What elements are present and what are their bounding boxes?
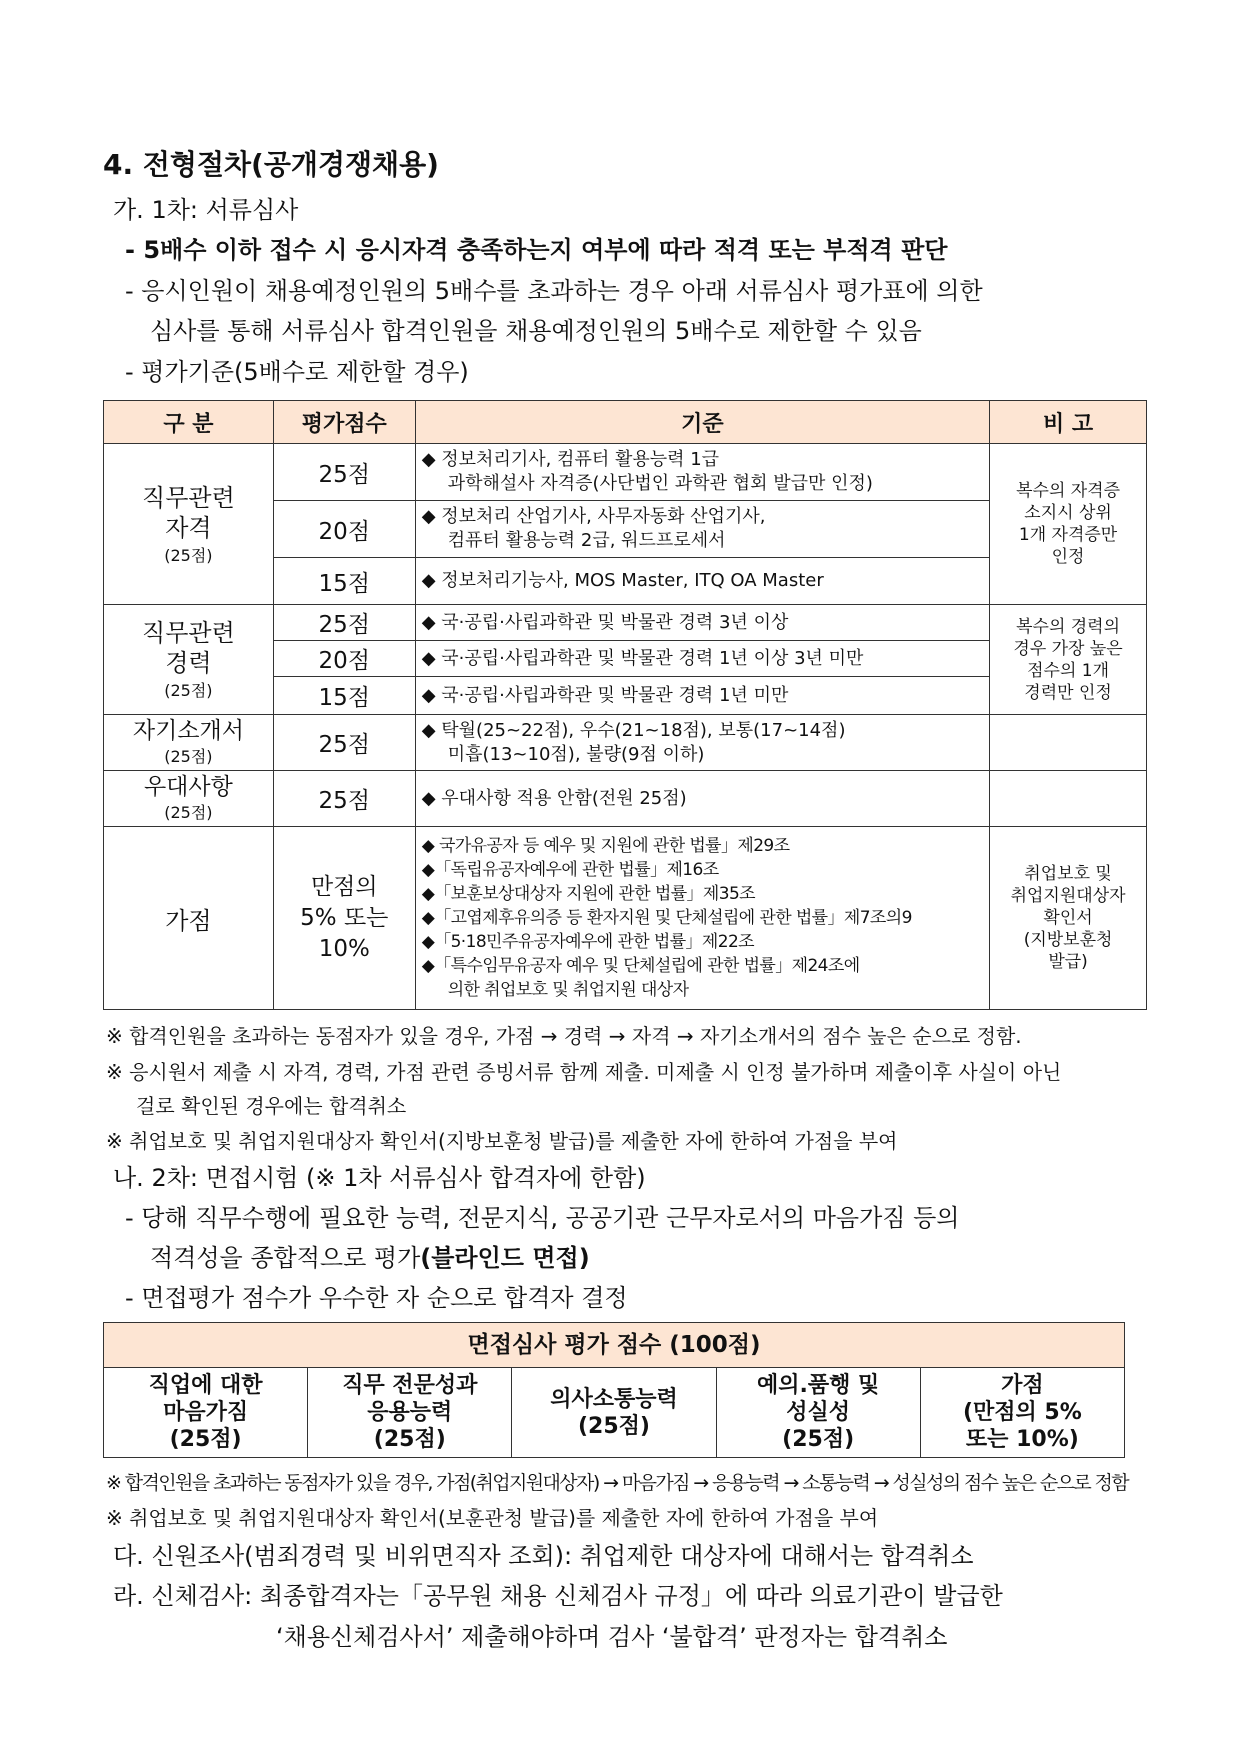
cert-remark-line: 복수의 자격증 xyxy=(1016,481,1121,501)
bonus-score-line: 만점의 xyxy=(310,873,378,900)
intro-max: (25점) xyxy=(164,747,213,766)
cert-criteria-2 xyxy=(415,501,989,558)
career-remark-line: 복수의 경력의 xyxy=(1016,616,1121,637)
note-tie-rule-2: ※ 합격인원을 초과하는 동점자가 있을 경우, 가점(취업지원대상자) → 마음가짐 → 응용능력 → 소통능력 → 성실성의 점수 높은 순으로 정함 xyxy=(106,1472,1129,1494)
bonus-criteria-line: ◆ 국가유공자 등 예우 및 지원에 관한 법률」제29조 xyxy=(421,836,790,856)
interview-col-line: (25점) xyxy=(373,1427,446,1452)
bonus-remark-line: 발급) xyxy=(1048,952,1088,972)
intro-remark xyxy=(990,715,1147,771)
intro-name: 자기소개서 xyxy=(132,718,244,744)
section-title: 4. 전형절차(공개경쟁채용) xyxy=(103,148,439,181)
intro-criteria xyxy=(415,715,989,771)
cert-name-1: 직무관련 xyxy=(142,483,235,512)
cert-criteria-3: ◆ 정보처리기능사, MOS Master, ITQ OA Master xyxy=(415,558,989,605)
intro-criteria-line2: 미흡(13~10점), 불량(9점 이하) xyxy=(447,743,705,765)
step1-bullet-3: - 평가기준(5배수로 제한할 경우) xyxy=(125,358,469,386)
bonus-criteria-line: ◆「고엽제후유의증 등 환자지원 및 단체설립에 관한 법률」제7조의9 xyxy=(421,908,912,928)
career-remark-line: 경우 가장 높은 xyxy=(1013,638,1123,659)
interview-col-line: 성실성 xyxy=(786,1400,851,1425)
bonus-criteria xyxy=(415,827,989,1010)
step2-bullet-1-line1: - 당해 직무수행에 필요한 능력, 전문지식, 공공기관 근무자로서의 마음가짐 등의 xyxy=(125,1204,960,1232)
note-documents-line2: 걸로 확인된 경우에는 합격취소 xyxy=(136,1094,407,1118)
interview-col-line: (25점) xyxy=(577,1413,650,1439)
cert-score-2: 20점 xyxy=(273,501,415,558)
interview-col-bonus xyxy=(920,1368,1124,1458)
header-criteria: 기준 xyxy=(415,401,989,444)
header-category: 구 분 xyxy=(104,401,274,444)
interview-table-title: 면접심사 평가 점수 (100점) xyxy=(104,1323,1125,1368)
note-documents-line1: ※ 응시원서 제출 시 자격, 경력, 가점 관련 증빙서류 함께 제출. 미제출 시 인정 불가하며 제출이후 사실이 아닌 xyxy=(106,1060,1062,1084)
step4-line1: 라. 신체검사: 최종합격자는「공무원 채용 신체검사 규정」에 따라 의료기관이 발급한 xyxy=(113,1582,1003,1610)
career-remark-line: 점수의 1개 xyxy=(1027,660,1110,681)
interview-col-line: (25점) xyxy=(782,1427,855,1452)
step1-bullet-2-line1: - 응시인원이 채용예정인원의 5배수를 초과하는 경우 아래 서류심사 평가표에 의한 xyxy=(125,277,983,305)
cert-remark xyxy=(990,444,1147,605)
pref-max: (25점) xyxy=(164,803,213,822)
interview-col-expertise xyxy=(308,1368,512,1458)
career-max: (25점) xyxy=(164,681,213,700)
interview-col-line: 예의.품행 및 xyxy=(757,1373,880,1398)
career-remark-line: 경력만 인정 xyxy=(1024,682,1112,703)
bonus-score-line: 10% xyxy=(318,935,370,962)
interview-col-line: 의사소통능력 xyxy=(550,1386,678,1412)
career-criteria-1: ◆ 국·공립·사립과학관 및 박물관 경력 3년 이상 xyxy=(415,605,989,641)
bonus-remark-line: 확인서 xyxy=(1043,908,1093,928)
step4-line2: ‘채용신체검사서’ 제출해야하며 검사 ‘불합격’ 판정자는 합격취소 xyxy=(276,1623,948,1651)
step1-bullet-2-line2: 심사를 통해 서류심사 합격인원을 채용예정인원의 5배수로 제한할 수 있음 xyxy=(150,317,922,345)
interview-col-line: 가점 xyxy=(1001,1373,1044,1398)
cert-score-3: 15점 xyxy=(273,558,415,605)
interview-col-line: (만점의 5% xyxy=(962,1400,1082,1425)
interview-col-attitude xyxy=(104,1368,308,1458)
intro-criteria-line1: ◆ 탁월(25~22점), 우수(21~18점), 보통(17~14점) xyxy=(421,719,846,741)
bonus-category: 가점 xyxy=(104,827,274,1010)
bonus-criteria-line: ◆「특수임무유공자 예우 및 단체설립에 관한 법률」제24조에 xyxy=(421,956,860,976)
cert-criteria-1-line1: ◆ 정보처리기사, 컴퓨터 활용능력 1급 xyxy=(421,449,720,470)
career-criteria-3: ◆ 국·공립·사립과학관 및 박물관 경력 1년 미만 xyxy=(415,677,989,715)
interview-score-table xyxy=(103,1322,1125,1458)
step2-heading: 나. 2차: 면접시험 (※ 1차 서류심사 합격자에 한함) xyxy=(113,1164,646,1192)
cert-name-2: 자격 xyxy=(165,513,212,542)
interview-col-line: 또는 10%) xyxy=(965,1427,1079,1452)
cert-criteria-1-line2: 과학해설사 자격증(사단법인 과학관 협회 발급만 인정) xyxy=(447,473,873,494)
cert-criteria-2-line1: ◆ 정보처리 산업기사, 사무자동화 산업기사, xyxy=(421,506,766,527)
cert-remark-line: 인정 xyxy=(1051,547,1085,567)
cert-criteria-1 xyxy=(415,444,989,501)
step2-bullet-1-line2 xyxy=(150,1238,590,1273)
intro-score: 25점 xyxy=(273,715,415,771)
bonus-remark-line: 취업지원대상자 xyxy=(1010,886,1126,906)
career-criteria-2: ◆ 국·공립·사립과학관 및 박물관 경력 1년 이상 3년 미만 xyxy=(415,641,989,677)
note-tie-rule-1: ※ 합격인원을 초과하는 동점자가 있을 경우, 가점 → 경력 → 자격 → 자기소개서의 점수 높은 순으로 정함. xyxy=(106,1024,1022,1048)
document-evaluation-table xyxy=(103,400,1147,1010)
pref-category xyxy=(104,771,274,827)
interview-col-communication xyxy=(512,1368,716,1458)
bonus-criteria-line: ◆「5·18민주유공자예우에 관한 법률」제22조 xyxy=(421,932,754,952)
pref-criteria: ◆ 우대사항 적용 안함(전원 25점) xyxy=(415,771,989,827)
step2-bullet-2: - 면접평가 점수가 우수한 자 순으로 합격자 결정 xyxy=(125,1284,628,1312)
cert-score-1: 25점 xyxy=(273,444,415,501)
step1-bullet-1: - 5배수 이하 접수 시 응시자격 충족하는지 여부에 따라 적격 또는 부적격 판단 xyxy=(125,236,948,264)
interview-col-line: 직무 전문성과 xyxy=(342,1373,478,1398)
step2-bullet-1-line2-a: 적격성을 종합적으로 평가 xyxy=(150,1244,421,1272)
intro-category xyxy=(104,715,274,771)
career-score-2: 20점 xyxy=(273,641,415,677)
bonus-remark-line: (지방보훈청 xyxy=(1023,930,1113,950)
step1-heading: 가. 1차: 서류심사 xyxy=(113,196,299,224)
bonus-criteria-line: ◆「보훈보상대상자 지원에 관한 법률」제35조 xyxy=(421,884,755,904)
pref-score: 25점 xyxy=(273,771,415,827)
bonus-remark xyxy=(990,827,1147,1010)
career-remark xyxy=(990,605,1147,715)
cert-category xyxy=(104,444,274,605)
header-remarks: 비 고 xyxy=(990,401,1147,444)
cert-remark-line: 소지시 상위 xyxy=(1024,503,1112,523)
career-name-2: 경력 xyxy=(165,649,212,677)
interview-col-line: 마음가짐 xyxy=(163,1400,249,1425)
interview-col-line: 직업에 대한 xyxy=(148,1373,263,1398)
pref-name: 우대사항 xyxy=(143,774,233,800)
bonus-criteria-line: ◆「독립유공자예우에 관한 법률」제16조 xyxy=(421,860,719,880)
career-score-3: 15점 xyxy=(273,677,415,715)
bonus-remark-line: 취업보호 및 xyxy=(1024,864,1112,884)
bonus-score xyxy=(273,827,415,1010)
header-score: 평가점수 xyxy=(273,401,415,444)
cert-criteria-2-line2: 컴퓨터 활용능력 2급, 워드프로세서 xyxy=(447,530,726,551)
career-score-1: 25점 xyxy=(273,605,415,641)
cert-max: (25점) xyxy=(164,545,213,565)
cert-remark-line: 1개 자격증만 xyxy=(1018,525,1118,545)
career-category xyxy=(104,605,274,715)
step3-background-check: 다. 신원조사(범죄경력 및 비위면직자 조회): 취업제한 대상자에 대해서는 합격취소 xyxy=(113,1542,974,1570)
step2-blind-interview: (블라인드 면접) xyxy=(420,1244,590,1272)
pref-remark xyxy=(990,771,1147,827)
note-bonus-2: ※ 취업보호 및 취업지원대상자 확인서(보훈관청 발급)를 제출한 자에 한하여 가점을 부여 xyxy=(106,1506,879,1530)
career-name-1: 직무관련 xyxy=(142,619,235,647)
interview-col-line: 응용능력 xyxy=(367,1400,453,1425)
bonus-criteria-line: 의한 취업보호 및 취업지원 대상자 xyxy=(447,980,689,1000)
interview-col-line: (25점) xyxy=(169,1427,242,1452)
bonus-score-line: 5% 또는 xyxy=(300,904,389,931)
interview-col-manners xyxy=(716,1368,920,1458)
note-bonus-1: ※ 취업보호 및 취업지원대상자 확인서(지방보훈청 발급)를 제출한 자에 한하여 가점을 부여 xyxy=(106,1129,898,1153)
